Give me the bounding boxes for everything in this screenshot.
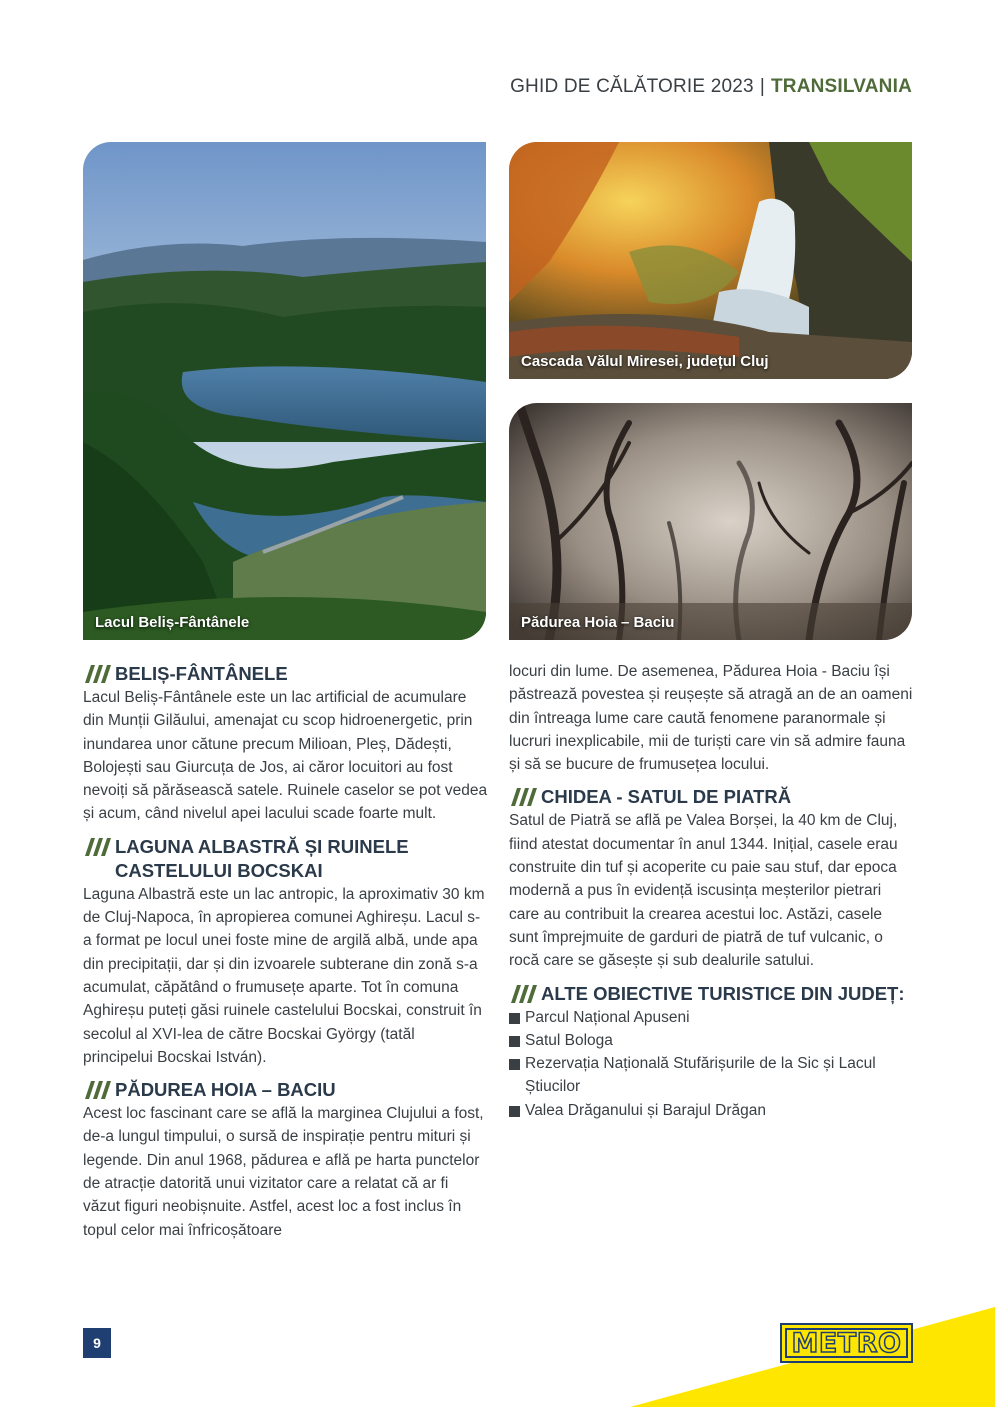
section-title: CHIDEA - SATUL DE PIATRĂ — [541, 786, 792, 808]
waterfall-caption: Cascada Vălul Miresei, județul Cluj — [521, 353, 769, 370]
square-bullet-icon — [509, 1036, 520, 1047]
section-text: Satul de Piatră se află pe Valea Borșei, la 40 km de Cluj, fiind atestat documentar în anul 1344. Inițial, casele erau construite din tuf și acoperite cu paie sau stuf, dar epoca modernă a pus în evidență iscusința meșterilor pietrari care au contribuit la crearea acestui loc. Astăzi, casele sunt împrejmuite de garduri de piatră de tuf vulcanic, o rocă care se găsește și sub dealurile satului. — [509, 812, 898, 970]
section-title: BELIȘ-FÂNTÂNELE — [115, 663, 288, 684]
guide-title: GHID DE CĂLĂTORIE 2023 — [510, 76, 754, 97]
list-item: Satul Bologa — [509, 1029, 914, 1052]
page-header — [510, 76, 912, 98]
attractions-list — [509, 1006, 914, 1122]
left-column — [83, 660, 488, 1251]
section-title: PĂDUREA HOIA – BACIU — [115, 1079, 336, 1101]
section-hoia — [83, 1078, 488, 1242]
slash-marker-icon — [83, 838, 111, 856]
section-text: Acest loc fascinant care se află la marginea Clujului a fost, de-a lungul timpului, o sursă de inspirație pentru mituri și legende. Din anul 1968, pădurea e aflǎ pe harta punctelor de atracție datorită unui vizitator care a relatat că ar fi văzut figuri neobișnuite. Astfel, acest loc a fost inclus în topul celor mai înfricoșătoare — [83, 1105, 484, 1239]
list-item: Parcul Național Apuseni — [509, 1006, 914, 1029]
section-text: Lacul Beliș-Fântânele este un lac artificial de acumulare din Munții Gilăului, amenajat cu scop hidroenergetic, prin inundarea unor cătune precum Milioan, Pleș, Dădești, Bolojești sau Giurcuța de Jos, ai căror locuitori au fost nevoiți să părăsească satele. Ruinele caselor se pot vedea și acum, când nivelul apei lacului scade foarte mult. — [83, 689, 488, 823]
section-hoia-continued — [509, 660, 914, 776]
forest-photo — [509, 403, 912, 640]
list-item: Rezervația Națională Stufărișurile de la Sic și Lacul Știucilor — [509, 1052, 914, 1099]
section-laguna — [83, 835, 488, 1069]
square-bullet-icon — [509, 1106, 520, 1117]
section-text: locuri din lume. De asemenea, Pădurea Hoia - Baciu își păstrează povestea și reușește să atragă an de an oameni din întreaga lume care caută fenomene paranormale și lucruri inexplicabile, mii de turiști care vin să admire fauna și să se bucure de frumusețea locului. — [509, 663, 913, 774]
section-title: ALTE OBIECTIVE TURISTICE DIN JUDEȚ: — [541, 982, 905, 1004]
logo-text: METRO — [791, 1327, 902, 1359]
right-column — [509, 660, 914, 1131]
lake-photo — [83, 142, 486, 640]
slash-marker-icon — [83, 1081, 111, 1099]
forest-caption: Pădurea Hoia – Baciu — [521, 614, 675, 631]
section-text: Laguna Albastră este un lac antropic, la aproximativ 30 km de Cluj-Napoca, în apropierea comunei Aghireșu. Lacul s-a format pe locul unei foste mine de argilă albă, unde apa din precipitații, dar și din izvoarele subterane din zonă s-a acumulat, căpătând o frumusețe aparte. Tot în comuna Aghireșu puteți găsi ruinele castelului Bocskai, construit în secolul al XVI-lea de către Bocskai György (tatăl principelui Bocskai István). — [83, 885, 485, 1066]
slash-marker-icon — [83, 665, 111, 683]
section-title: LAGUNA ALBASTRĂ ȘI RUINELE CASTELULUI BOCSKAI — [115, 835, 409, 881]
header-separator: | — [759, 76, 765, 97]
section-belis — [83, 662, 488, 826]
slash-marker-icon — [509, 788, 537, 806]
section-chidea — [509, 785, 914, 972]
waterfall-photo — [509, 142, 912, 379]
square-bullet-icon — [509, 1013, 520, 1024]
slash-marker-icon — [509, 985, 537, 1003]
square-bullet-icon — [509, 1059, 520, 1070]
metro-logo — [780, 1323, 913, 1363]
region-name: TRANSILVANIA — [770, 76, 912, 97]
section-alte-obiective — [509, 982, 914, 1122]
list-item: Valea Drăganului și Barajul Drăgan — [509, 1099, 914, 1122]
page-number: 9 — [83, 1328, 111, 1358]
lake-caption: Lacul Beliș-Fântânele — [95, 614, 250, 631]
